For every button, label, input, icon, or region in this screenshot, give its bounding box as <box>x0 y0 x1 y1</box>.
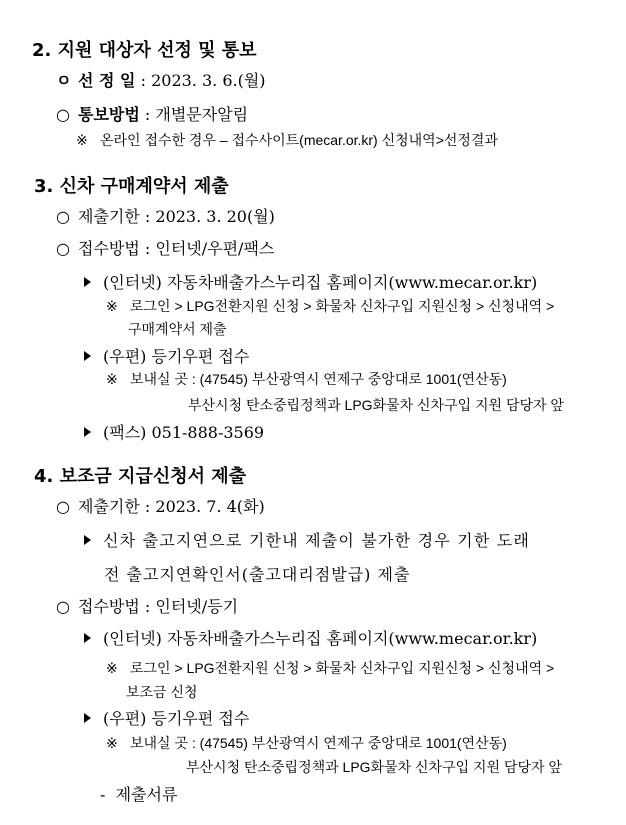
subsidy-method-line <box>56 594 238 617</box>
section-4-title: 4. 보조금 지급신청서 제출 <box>34 466 247 487</box>
contract-post-note-1-text: 보내실 곳 : (47545) 부산광역시 연제구 중앙대로 1001(연산동) <box>130 371 507 387</box>
reference-mark-icon: ※ <box>106 660 118 676</box>
online-note <box>76 130 498 150</box>
contract-post-text: (우편) 등기우편 접수 <box>103 347 250 366</box>
contract-internet-note-1-text: 로그인 > LPG전환지원 신청 > 화물차 신차구입 지원신청 > 신청내역 > <box>130 298 555 314</box>
subsidy-internet-text: (인터넷) 자동차배출가스누리집 홈페이지(www.mecar.or.kr) <box>103 629 538 648</box>
triangle-bullet-icon <box>84 713 91 723</box>
contract-fax-text: (팩스) 051-888-3569 <box>103 423 265 442</box>
contract-method-line <box>56 236 274 259</box>
triangle-bullet-icon <box>84 427 91 437</box>
subsidy-internet-note-1 <box>106 658 554 678</box>
submission-docs-line <box>100 782 177 805</box>
subsidy-post-line <box>84 706 249 729</box>
bullet-icon: ㅇ <box>56 71 72 90</box>
contract-deadline-line <box>56 204 275 227</box>
contract-internet-note-1 <box>106 296 554 316</box>
subsidy-internet-note-1-text: 로그인 > LPG전환지원 신청 > 화물차 신차구입 지원신청 > 신청내역 > <box>130 660 555 676</box>
selection-date-label: 선 정 일 <box>78 71 136 90</box>
dash-bullet-icon: - <box>100 785 106 804</box>
contract-method-text: 접수방법 : 인터넷/우편/팩스 <box>78 239 275 258</box>
reference-mark-icon: ※ <box>106 735 118 751</box>
subsidy-internet-line <box>84 626 537 649</box>
section-3-title: 3. 신차 구매계약서 제출 <box>34 176 229 197</box>
contract-internet-note-2: 구매계약서 제출 <box>128 321 227 337</box>
online-note-text: 온라인 접수한 경우 – 접수사이트(mecar.or.kr) 신청내역>선정결과 <box>100 132 498 148</box>
subsidy-internet-note-2: 보조금 신청 <box>126 684 198 700</box>
subsidy-method-text: 접수방법 : 인터넷/등기 <box>78 597 239 616</box>
delay-note-line-1 <box>84 528 530 551</box>
bullet-icon: ○ <box>56 497 70 516</box>
subsidy-post-text: (우편) 등기우편 접수 <box>103 709 250 728</box>
notify-method-line <box>56 102 248 125</box>
selection-date-line <box>56 68 266 91</box>
triangle-bullet-icon <box>84 535 91 545</box>
subsidy-post-note-1-text: 보내실 곳 : (47545) 부산광역시 연제구 중앙대로 1001(연산동) <box>130 735 507 751</box>
reference-mark-icon: ※ <box>76 132 88 148</box>
contract-post-note-2: 부산시청 탄소중립정책과 LPG화물차 신차구입 지원 담당자 앞 <box>188 397 564 413</box>
contract-internet-text: (인터넷) 자동차배출가스누리집 홈페이지(www.mecar.or.kr) <box>103 273 538 292</box>
subsidy-deadline-text: 제출기한 : 2023. 7. 4(화) <box>78 497 265 516</box>
bullet-icon: ○ <box>56 207 70 226</box>
contract-fax-line <box>84 420 264 443</box>
bullet-icon: ○ <box>56 597 70 616</box>
subsidy-post-note-2: 부산시청 탄소중립정책과 LPG화물차 신차구입 지원 담당자 앞 <box>186 759 562 775</box>
triangle-bullet-icon <box>84 351 91 361</box>
delay-note-text-1: 신차 출고지연으로 기한내 제출이 불가한 경우 기한 도래 <box>103 531 531 550</box>
bullet-icon: ○ <box>56 105 70 124</box>
subsidy-post-note-1 <box>106 733 507 753</box>
triangle-bullet-icon <box>84 633 91 643</box>
notify-method-label: 통보방법 <box>78 105 140 124</box>
submission-docs-text: 제출서류 <box>115 785 178 804</box>
bullet-icon: ○ <box>56 239 70 258</box>
reference-mark-icon: ※ <box>106 298 118 314</box>
subsidy-deadline-line <box>56 494 265 517</box>
notify-method-value: : 개별문자알림 <box>144 105 249 124</box>
contract-internet-line <box>84 270 537 293</box>
delay-note-line-2: 전 출고지연확인서(출고대리점발급) 제출 <box>104 565 411 584</box>
contract-post-note-1 <box>106 369 507 389</box>
contract-deadline-text: 제출기한 : 2023. 3. 20(월) <box>78 207 275 226</box>
contract-post-line <box>84 344 249 367</box>
section-2-title: 2. 지원 대상자 선정 및 통보 <box>32 40 257 61</box>
triangle-bullet-icon <box>84 277 91 287</box>
reference-mark-icon: ※ <box>106 371 118 387</box>
selection-date-value: : 2023. 3. 6.(월) <box>140 71 266 90</box>
